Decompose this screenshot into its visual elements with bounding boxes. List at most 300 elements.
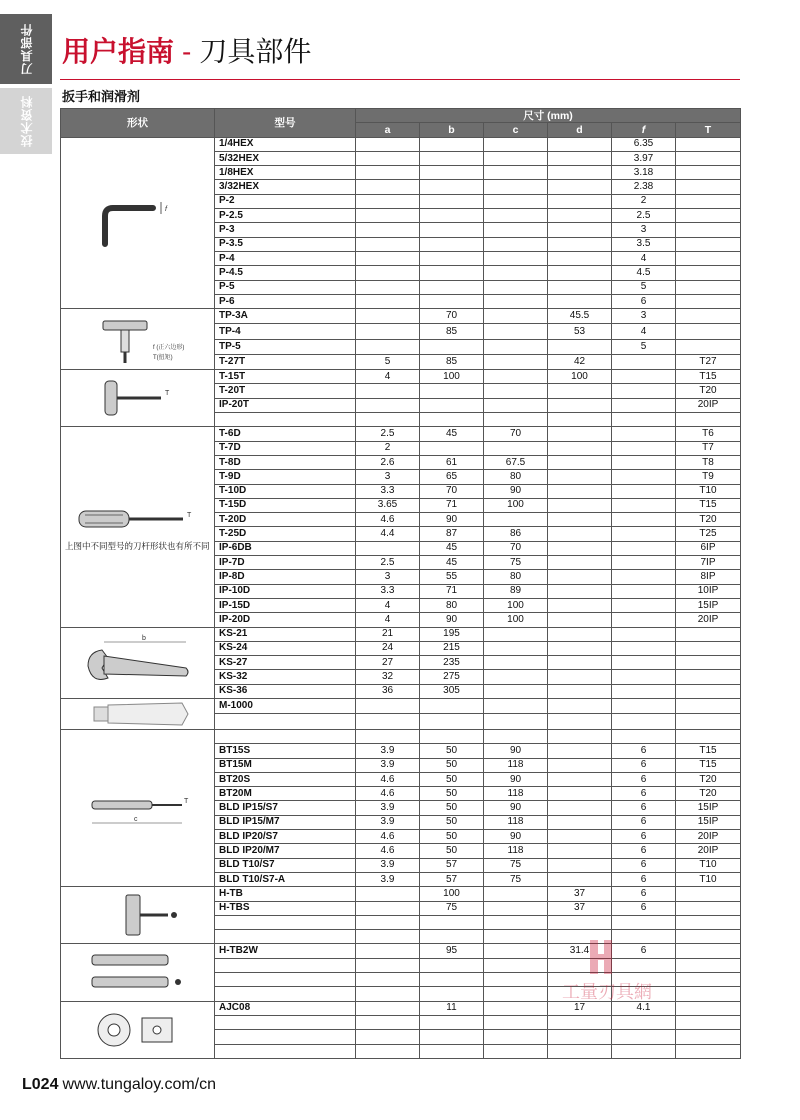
dim-f-cell: 6: [612, 844, 676, 858]
model-cell: [215, 729, 356, 743]
dim-d-cell: [548, 670, 612, 684]
page-number: L024: [22, 1076, 59, 1093]
dim-a-cell: [356, 1044, 420, 1058]
dim-d-cell: 53: [548, 324, 612, 339]
dim-b-cell: [420, 441, 484, 455]
dim-t-cell: [676, 627, 741, 641]
hex-key-icon: [61, 188, 214, 258]
shape-cell-t-handle-torx: [61, 370, 215, 427]
dim-f-cell: 3.97: [612, 151, 676, 165]
dim-t-cell: 20IP: [676, 398, 741, 412]
dim-f-cell: 6: [612, 787, 676, 801]
dim-b-cell: 95: [420, 944, 484, 958]
dim-f-cell: [612, 656, 676, 670]
dim-a-cell: [356, 1030, 420, 1044]
dim-c-cell: 89: [484, 584, 548, 598]
dim-t-cell: [676, 209, 741, 223]
header-shape: 形状: [61, 109, 215, 138]
dim-d-cell: [548, 729, 612, 743]
dim-a-cell: 2.5: [356, 556, 420, 570]
dim-c-cell: [484, 1015, 548, 1029]
dim-d-cell: [548, 237, 612, 251]
dim-c-cell: [484, 354, 548, 369]
dim-d-cell: [548, 844, 612, 858]
dim-d-cell: [548, 251, 612, 265]
model-cell: BLD IP20/S7: [215, 830, 356, 844]
model-cell: BT20M: [215, 787, 356, 801]
dim-d-cell: 42: [548, 354, 612, 369]
model-cell: BLD T10/S7-A: [215, 872, 356, 886]
dim-c-cell: [484, 627, 548, 641]
dim-t-cell: [676, 1044, 741, 1058]
header-d: d: [548, 123, 612, 137]
dim-a-cell: [356, 151, 420, 165]
dim-a-cell: 3.9: [356, 801, 420, 815]
dim-c-cell: [484, 237, 548, 251]
model-cell: 1/4HEX: [215, 137, 356, 151]
dim-t-cell: T25: [676, 527, 741, 541]
dim-f-cell: [612, 598, 676, 612]
model-cell: [215, 1030, 356, 1044]
dim-b-cell: 85: [420, 354, 484, 369]
dim-d-cell: [548, 1015, 612, 1029]
header-a: a: [356, 123, 420, 137]
dim-c-cell: [484, 398, 548, 412]
dim-t-cell: 8IP: [676, 570, 741, 584]
dim-d-cell: [548, 858, 612, 872]
dim-a-cell: 3.65: [356, 498, 420, 512]
dim-d-cell: [548, 758, 612, 772]
dim-b-cell: [420, 714, 484, 730]
dim-a-cell: 24: [356, 641, 420, 655]
dim-t-cell: [676, 670, 741, 684]
dim-c-cell: 80: [484, 470, 548, 484]
dim-b-cell: [420, 973, 484, 987]
model-cell: M-1000: [215, 698, 356, 714]
dim-f-cell: 6: [612, 294, 676, 308]
dim-f-cell: 6: [612, 744, 676, 758]
dim-c-cell: 70: [484, 427, 548, 441]
dim-a-cell: [356, 237, 420, 251]
dim-d-cell: [548, 714, 612, 730]
dim-c-cell: [484, 915, 548, 929]
model-cell: T-7D: [215, 441, 356, 455]
svg-text:T(扭矩): T(扭矩): [152, 355, 173, 362]
watermark-text: 工量刃具網: [562, 982, 652, 1003]
dim-a-cell: 4.4: [356, 527, 420, 541]
dim-b-cell: 100: [420, 370, 484, 384]
dim-a-cell: [356, 294, 420, 308]
dim-d-cell: [548, 684, 612, 698]
model-cell: KS-32: [215, 670, 356, 684]
dim-f-cell: [612, 498, 676, 512]
section-title: 扳手和润滑剂: [62, 89, 141, 104]
dim-d-cell: [548, 470, 612, 484]
model-cell: T-15T: [215, 370, 356, 384]
dim-a-cell: 4.6: [356, 844, 420, 858]
dim-c-cell: [484, 137, 548, 151]
dim-d-cell: [548, 915, 612, 929]
dim-a-cell: 3.3: [356, 484, 420, 498]
dim-b-cell: [420, 398, 484, 412]
dim-a-cell: [356, 1001, 420, 1015]
dim-t-cell: 15IP: [676, 815, 741, 829]
dim-f-cell: [612, 613, 676, 627]
dim-f-cell: [612, 627, 676, 641]
dim-a-cell: [356, 209, 420, 223]
dim-d-cell: [548, 698, 612, 714]
dim-a-cell: 4: [356, 613, 420, 627]
dim-f-cell: [612, 698, 676, 714]
model-cell: IP-20T: [215, 398, 356, 412]
dim-f-cell: 5: [612, 280, 676, 294]
shape-cell-ajc: [61, 1001, 215, 1058]
dim-a-cell: 4.6: [356, 513, 420, 527]
dim-c-cell: 75: [484, 858, 548, 872]
dim-b-cell: 11: [420, 1001, 484, 1015]
dim-t-cell: [676, 1015, 741, 1029]
model-cell: [215, 915, 356, 929]
shape-cell-hex-key: [61, 137, 215, 309]
dim-t-cell: [676, 915, 741, 929]
dim-a-cell: [356, 1015, 420, 1029]
dim-a-cell: 4.6: [356, 830, 420, 844]
dim-c-cell: [484, 309, 548, 324]
model-cell: T-20T: [215, 384, 356, 398]
table-row: [61, 887, 741, 901]
model-cell: IP-20D: [215, 613, 356, 627]
shape-cell-tube: [61, 698, 215, 729]
dim-a-cell: 36: [356, 684, 420, 698]
dim-d-cell: [548, 801, 612, 815]
dim-d-cell: [548, 641, 612, 655]
dim-t-cell: [676, 641, 741, 655]
dim-t-cell: [676, 729, 741, 743]
dim-t-cell: [676, 180, 741, 194]
dim-c-cell: [484, 166, 548, 180]
model-cell: T-9D: [215, 470, 356, 484]
model-cell: P-6: [215, 294, 356, 308]
dim-f-cell: 6: [612, 801, 676, 815]
dim-b-cell: [420, 384, 484, 398]
dim-t-cell: [676, 237, 741, 251]
dim-a-cell: [356, 901, 420, 915]
dim-b-cell: [420, 251, 484, 265]
dim-t-cell: T10: [676, 484, 741, 498]
dim-d-cell: [548, 427, 612, 441]
dim-t-cell: T15: [676, 758, 741, 772]
dim-f-cell: [612, 915, 676, 929]
side-tab-tool-parts[interactable]: 刀具部件: [0, 14, 52, 84]
dim-b-cell: 85: [420, 324, 484, 339]
dim-f-cell: [612, 714, 676, 730]
dim-c-cell: [484, 698, 548, 714]
dim-d-cell: [548, 398, 612, 412]
dim-t-cell: T27: [676, 354, 741, 369]
model-cell: IP-10D: [215, 584, 356, 598]
dim-d-cell: 31.4: [548, 944, 612, 958]
dim-b-cell: 50: [420, 744, 484, 758]
dim-c-cell: [484, 266, 548, 280]
dim-b-cell: [420, 280, 484, 294]
model-cell: P-2.5: [215, 209, 356, 223]
t-handle-torx-icon: [61, 373, 214, 423]
dim-f-cell: 4: [612, 324, 676, 339]
dim-b-cell: 55: [420, 570, 484, 584]
dim-c-cell: [484, 339, 548, 354]
dim-c-cell: [484, 280, 548, 294]
dim-b-cell: 50: [420, 787, 484, 801]
table-row: [61, 729, 741, 743]
dim-t-cell: [676, 887, 741, 901]
dim-t-cell: T20: [676, 787, 741, 801]
svg-text:T: T: [164, 390, 169, 398]
dim-b-cell: [420, 137, 484, 151]
dim-a-cell: [356, 339, 420, 354]
dim-f-cell: [612, 441, 676, 455]
dim-c-cell: [484, 684, 548, 698]
dim-f-cell: 2: [612, 194, 676, 208]
dim-b-cell: 45: [420, 427, 484, 441]
dim-c-cell: [484, 370, 548, 384]
table-row: [61, 309, 741, 324]
table-row: [61, 627, 741, 641]
dim-d-cell: [548, 294, 612, 308]
dim-a-cell: 4: [356, 598, 420, 612]
dim-f-cell: [612, 584, 676, 598]
dim-t-cell: T15: [676, 370, 741, 384]
dim-d-cell: [548, 872, 612, 886]
dim-t-cell: [676, 1030, 741, 1044]
dim-b-cell: 50: [420, 772, 484, 786]
dim-c-cell: 118: [484, 787, 548, 801]
dim-c-cell: [484, 887, 548, 901]
model-cell: [215, 973, 356, 987]
dim-a-cell: 4: [356, 370, 420, 384]
dim-t-cell: 20IP: [676, 844, 741, 858]
dim-a-cell: [356, 973, 420, 987]
dim-c-cell: [484, 324, 548, 339]
dim-b-cell: 50: [420, 801, 484, 815]
dim-t-cell: T6: [676, 427, 741, 441]
dim-t-cell: [676, 339, 741, 354]
dim-t-cell: T8: [676, 455, 741, 469]
dim-t-cell: [676, 294, 741, 308]
dim-a-cell: 3.9: [356, 858, 420, 872]
dim-d-cell: [548, 413, 612, 427]
dim-c-cell: [484, 294, 548, 308]
dim-d-cell: [548, 209, 612, 223]
dim-t-cell: [676, 987, 741, 1001]
dim-f-cell: 6: [612, 872, 676, 886]
dim-a-cell: [356, 324, 420, 339]
svg-text:c: c: [133, 816, 137, 824]
dim-d-cell: [548, 441, 612, 455]
dim-a-cell: 3.3: [356, 584, 420, 598]
dim-a-cell: 3.9: [356, 758, 420, 772]
dim-b-cell: [420, 294, 484, 308]
dim-d-cell: [548, 180, 612, 194]
dim-c-cell: 75: [484, 556, 548, 570]
dim-b-cell: [420, 1015, 484, 1029]
model-cell: BLD T10/S7: [215, 858, 356, 872]
dim-a-cell: 2.6: [356, 455, 420, 469]
dim-b-cell: 50: [420, 815, 484, 829]
dim-t-cell: [676, 309, 741, 324]
header-b: b: [420, 123, 484, 137]
header-dimensions: 尺寸 (mm): [356, 109, 741, 123]
footer-url[interactable]: www.tungaloy.com/cn: [62, 1076, 217, 1093]
dim-d-cell: 45.5: [548, 309, 612, 324]
dim-a-cell: 3.9: [356, 872, 420, 886]
dim-f-cell: [612, 413, 676, 427]
dim-b-cell: [420, 413, 484, 427]
dim-t-cell: [676, 698, 741, 714]
model-cell: TP-4: [215, 324, 356, 339]
model-cell: 1/8HEX: [215, 166, 356, 180]
dim-t-cell: T20: [676, 772, 741, 786]
dim-c-cell: 90: [484, 830, 548, 844]
dim-f-cell: [612, 470, 676, 484]
dim-b-cell: [420, 698, 484, 714]
dim-a-cell: [356, 987, 420, 1001]
dim-c-cell: [484, 901, 548, 915]
table-row: [61, 370, 741, 384]
model-cell: P-4: [215, 251, 356, 265]
dim-a-cell: [356, 915, 420, 929]
dim-c-cell: [484, 223, 548, 237]
dim-a-cell: 3: [356, 570, 420, 584]
dim-t-cell: T15: [676, 744, 741, 758]
side-tab-technical-data[interactable]: 技术资料: [0, 88, 52, 154]
dim-c-cell: [484, 641, 548, 655]
dim-c-cell: [484, 513, 548, 527]
spanner-icon: [61, 628, 214, 698]
dim-f-cell: 4: [612, 251, 676, 265]
dim-f-cell: [612, 729, 676, 743]
dim-a-cell: [356, 887, 420, 901]
dim-a-cell: [356, 398, 420, 412]
dim-b-cell: 71: [420, 584, 484, 598]
model-cell: P-3: [215, 223, 356, 237]
dim-t-cell: [676, 901, 741, 915]
dim-c-cell: 80: [484, 570, 548, 584]
dim-b-cell: 57: [420, 872, 484, 886]
dim-f-cell: 3: [612, 223, 676, 237]
dim-a-cell: [356, 180, 420, 194]
dim-d-cell: [548, 280, 612, 294]
dim-a-cell: [356, 223, 420, 237]
dim-a-cell: 5: [356, 354, 420, 369]
dim-d-cell: [548, 556, 612, 570]
dim-f-cell: [612, 670, 676, 684]
dim-b-cell: [420, 266, 484, 280]
dim-b-cell: [420, 915, 484, 929]
dim-d-cell: 37: [548, 887, 612, 901]
dim-a-cell: [356, 930, 420, 944]
dim-d-cell: [548, 137, 612, 151]
dim-d-cell: [548, 613, 612, 627]
dim-f-cell: [612, 484, 676, 498]
dim-f-cell: [612, 1030, 676, 1044]
dim-a-cell: [356, 280, 420, 294]
dim-t-cell: [676, 266, 741, 280]
model-cell: 3/32HEX: [215, 180, 356, 194]
model-cell: P-2: [215, 194, 356, 208]
dim-t-cell: [676, 324, 741, 339]
dim-c-cell: [484, 209, 548, 223]
dim-c-cell: [484, 729, 548, 743]
dim-d-cell: 37: [548, 901, 612, 915]
dim-f-cell: [612, 684, 676, 698]
dim-b-cell: [420, 930, 484, 944]
dim-d-cell: [548, 513, 612, 527]
model-cell: T-15D: [215, 498, 356, 512]
dim-c-cell: [484, 1030, 548, 1044]
dim-f-cell: 3.5: [612, 237, 676, 251]
dim-t-cell: 10IP: [676, 584, 741, 598]
page-footer: [22, 1076, 216, 1094]
dim-c-cell: [484, 251, 548, 265]
dim-f-cell: 3: [612, 309, 676, 324]
dim-a-cell: [356, 251, 420, 265]
dim-d-cell: [548, 744, 612, 758]
dim-b-cell: 70: [420, 484, 484, 498]
dim-d-cell: [548, 570, 612, 584]
watermark-logo-icon: [532, 936, 682, 1006]
dim-b-cell: [420, 151, 484, 165]
dim-t-cell: [676, 656, 741, 670]
dim-b-cell: 275: [420, 670, 484, 684]
dim-c-cell: 90: [484, 772, 548, 786]
model-cell: T-27T: [215, 354, 356, 369]
dim-t-cell: [676, 194, 741, 208]
dim-t-cell: T20: [676, 384, 741, 398]
table-body: [61, 137, 741, 1058]
svg-text:T: T: [183, 798, 188, 806]
dim-b-cell: 75: [420, 901, 484, 915]
dim-a-cell: 21: [356, 627, 420, 641]
dim-a-cell: 2: [356, 441, 420, 455]
dim-t-cell: 20IP: [676, 830, 741, 844]
model-cell: [215, 1044, 356, 1058]
dim-a-cell: [356, 309, 420, 324]
dim-a-cell: [356, 384, 420, 398]
dim-b-cell: 71: [420, 498, 484, 512]
dim-a-cell: 27: [356, 656, 420, 670]
model-cell: BT20S: [215, 772, 356, 786]
dim-b-cell: [420, 237, 484, 251]
dim-a-cell: [356, 698, 420, 714]
dim-t-cell: T10: [676, 872, 741, 886]
model-cell: BLD IP15/S7: [215, 801, 356, 815]
dim-b-cell: [420, 194, 484, 208]
dim-d-cell: [548, 194, 612, 208]
model-cell: P-3.5: [215, 237, 356, 251]
dim-t-cell: [676, 251, 741, 265]
dim-c-cell: 118: [484, 815, 548, 829]
dim-b-cell: 70: [420, 309, 484, 324]
dim-a-cell: 2.5: [356, 427, 420, 441]
dim-a-cell: 3: [356, 470, 420, 484]
dim-f-cell: 6: [612, 858, 676, 872]
dim-c-cell: [484, 180, 548, 194]
dim-f-cell: 2.5: [612, 209, 676, 223]
dim-b-cell: 50: [420, 830, 484, 844]
dim-t-cell: [676, 684, 741, 698]
model-cell: [215, 987, 356, 1001]
dim-a-cell: [356, 541, 420, 555]
